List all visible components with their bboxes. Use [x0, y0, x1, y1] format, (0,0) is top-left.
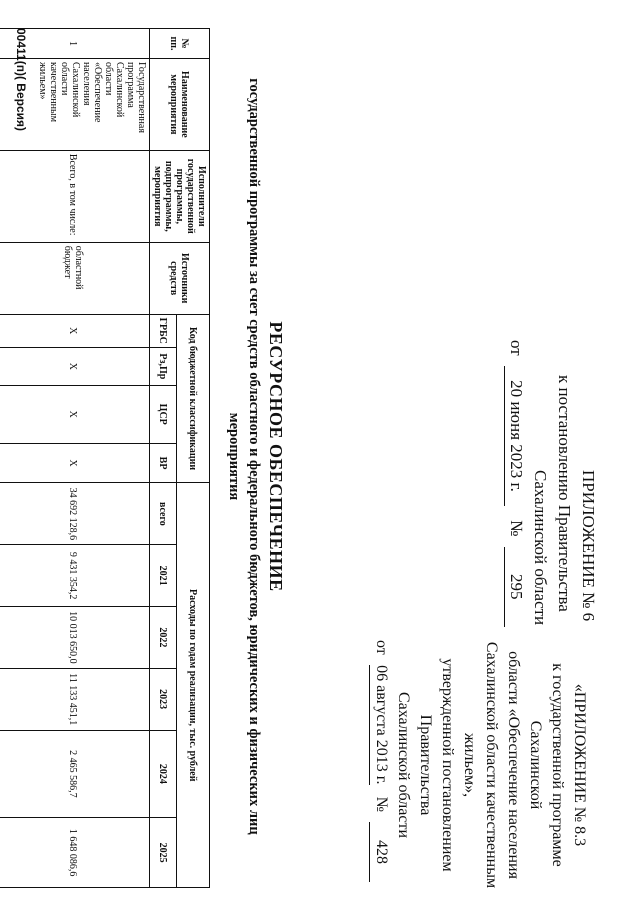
header-2022: 2022 — [150, 607, 177, 669]
footer-code: 00411(п)( Версия) — [14, 28, 28, 131]
cell-vr: Х — [0, 443, 150, 483]
cell-grbs: Х — [0, 314, 150, 347]
header-csr: ЦСР — [150, 385, 177, 443]
appendix2-number: 428 — [369, 822, 392, 882]
appendix2-line1: к государственной программе Сахалинской — [527, 663, 566, 867]
header-num: № пп. — [150, 29, 210, 59]
appendix2-number-label: № — [373, 796, 390, 813]
appendix2-line3: Сахалинской области качественным жильем», — [461, 641, 500, 889]
header-name: Наименование мероприятия — [150, 58, 210, 150]
header-vr: ВР — [150, 443, 177, 483]
table-row — [0, 29, 150, 888]
cell-num: 1 — [0, 29, 150, 59]
cell-2023: 11 133 451,1 — [0, 668, 150, 730]
table-header-row — [177, 29, 210, 888]
document-heading: РЕСУРСНОЕ ОБЕСПЕЧЕНИЕ — [266, 321, 286, 592]
appendix2-date: 06 августа 2013 г. — [369, 665, 392, 785]
cell-rzpr: Х — [0, 347, 150, 385]
document-subheading: государственной программы за счет средств областного и федерального бюджетов, юридических и физических лиц — [246, 78, 262, 835]
header-2025: 2025 — [150, 818, 177, 888]
header-total: всего — [150, 483, 177, 545]
document-subheading-2: мероприятия — [226, 412, 242, 501]
header-expenses: Расходы по годам реализации, тыс. рублей — [177, 483, 210, 888]
cell-executor: Всего, в том числе: — [0, 150, 150, 242]
appendix2-block — [369, 640, 590, 890]
resource-table — [0, 28, 210, 888]
header-2023: 2023 — [150, 668, 177, 730]
appendix2-date-line — [369, 640, 392, 890]
appendix-number: 295 — [504, 547, 527, 627]
appendix-title: ПРИЛОЖЕНИЕ № 6 — [579, 470, 598, 622]
appendix-date: 20 июня 2023 г. — [504, 366, 527, 506]
header-grbs: ГРБС — [150, 314, 177, 347]
cell-source: областной бюджет — [0, 242, 150, 314]
header-rzpr: Рз,Пр — [150, 347, 177, 385]
cell-2021: 9 431 354,2 — [0, 545, 150, 607]
appendix2-line4: утвержденной постановлением Правительства — [417, 658, 456, 872]
cell-2022: 10 013 650,0 — [0, 607, 150, 669]
appendix-resolution: к постановлению Правительства — [555, 375, 574, 612]
appendix2-line2: области «Обеспечение населения — [505, 651, 522, 879]
appendix2-line5: Сахалинской области — [395, 691, 412, 839]
appendix-region: Сахалинской области — [531, 470, 550, 626]
cell-total: 34 692 128,6 — [0, 483, 150, 545]
cell-csr: Х — [0, 385, 150, 443]
appendix2-from-label: от — [373, 640, 390, 655]
document-header — [225, 0, 286, 913]
header-source: Источники средств — [150, 242, 210, 314]
header-budget-code: Код бюджетной классификации — [177, 314, 210, 483]
cell-2024: 2 465 586,7 — [0, 730, 150, 818]
appendix-from-label: от — [507, 340, 526, 356]
cell-2025: 1 648 086,6 — [0, 818, 150, 888]
header-2021: 2021 — [150, 545, 177, 607]
header-executor: Исполнители государственной программы, подпрограммы, мероприятия — [150, 150, 210, 242]
appendix2-title: «ПРИЛОЖЕНИЕ № 8.3 — [571, 683, 588, 847]
header-2024: 2024 — [150, 730, 177, 818]
appendix-number-label: № — [507, 520, 526, 537]
cell-name: Государственная программа Сахалинской области «Обеспечение населения Сахалинской области качественным жильем» — [0, 58, 150, 150]
